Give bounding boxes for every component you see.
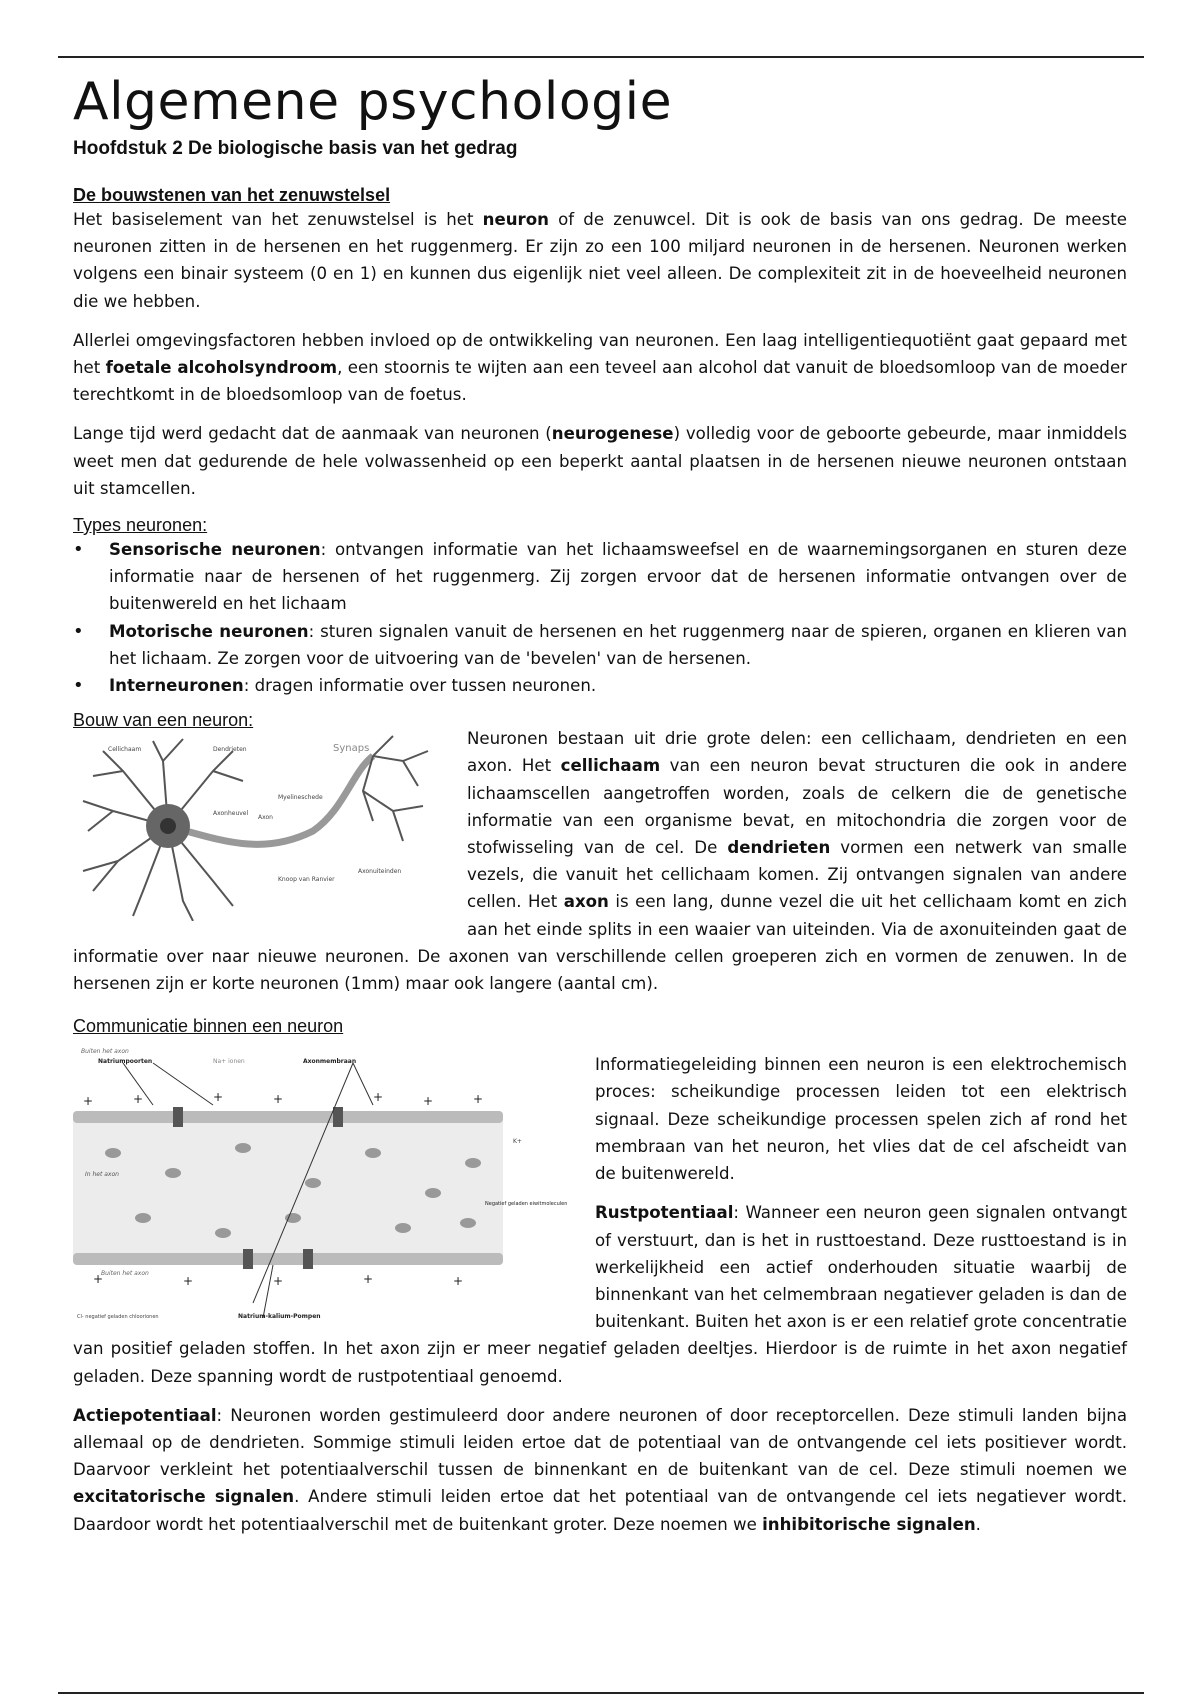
svg-text:+: + <box>473 1092 484 1107</box>
svg-text:+: + <box>83 1094 94 1109</box>
list-item-motorisch: • Motorische neuronen: sturen signalen vanuit de hersenen en het ruggenmerg naar de spieren, organen en klieren van het lichaam. Ze zorgen voor de uitvoering van de 'bevelen' van de hersenen. <box>73 618 1127 672</box>
label-cellichaam: Cellichaam <box>108 746 142 754</box>
neuron-figure <box>73 709 453 921</box>
paragraph-omgevingsfactoren: Allerlei omgevingsfactoren hebben invloed op de ontwikkeling van neuronen. Een laag intelligentiequotiënt gaat gepaard met het foetale alcoholsyndroom, een stoornis te wijten aan een teveel aan alcohol dat vanuit de bloedsomloop van de moeder terechtkomt in de bloedsomloop van de foetus. <box>73 330 1127 405</box>
svg-text:+: + <box>93 1272 104 1287</box>
label-na-ionen: Na+ ionen <box>213 1058 245 1066</box>
label-dendrieten: Dendrieten <box>213 746 247 754</box>
svg-text:+: + <box>273 1092 284 1107</box>
section-heading-bouw: Bouw van een neuron: <box>73 710 254 731</box>
chapter-subtitle: Hoofdstuk 2 De biologische basis van het gedrag <box>73 138 518 159</box>
label-k-plus: K+ <box>513 1138 522 1146</box>
label-in-het-axon: In het axon <box>85 1171 119 1179</box>
types-list <box>73 536 1127 699</box>
list-item-interneuronen: • Interneuronen: dragen informatie over tussen neuronen. <box>73 672 1127 699</box>
label-knoop-van-ranvier: Knoop van Ranvier <box>278 876 335 884</box>
label-axonuiteinden: Axonuiteinden <box>358 868 402 876</box>
svg-text:+: + <box>363 1272 374 1287</box>
label-natriumpoorten: Natriumpoorten <box>98 1058 153 1066</box>
paragraph-bouw-neuron: Neuronen bestaan uit drie grote delen: een cellichaam, dendrieten en een axon. Het cellichaam van een neuron bevat structuren die ook in andere lichaamscellen aangetroffen worden, zoals de celkern die de genetische informatie van een organisme bevat, en mitochondria die zorgen voor de stofwisseling van de cel. De dendrieten vormen een netwerk van smalle vezels, die vanuit het cellichaam komen. Zij ontvangen signalen van andere cellen. Het axon is een lang, dunne vezel die uit het cellichaam komt en zich aan het einde splits in een waaier van uiteinden. Via de axonuiteinden gaat de informatie over naar nieuwe neuronen. De axonen van verschillende cellen groeperen zich en vormen de zenuwen. In de hersenen zijn er korte neuronen (1mm) maar ook langere (aantal cm). <box>73 729 1128 994</box>
page-title: Algemene psychologie <box>73 72 673 132</box>
label-buiten-axon-2: Buiten het axon <box>101 1270 149 1278</box>
label-axonheuvel: Axonheuvel <box>213 810 249 818</box>
label-myelineschede: Myelineschede <box>278 794 323 802</box>
axon-membrane-diagram <box>73 1043 581 1333</box>
paragraph-neurogenese: Lange tijd werd gedacht dat de aanmaak van neuronen (neurogenese) volledig voor de geboorte gebeurde, maar inmiddels weet men dat gedurende de hele volwassenheid op een beperkt aantal plaatsen in de hersenen nieuwe neuronen ontstaan uit stamcellen. <box>73 424 1127 498</box>
label-negatief-eiwit: Negatief geladen eiwitmoleculen <box>485 1201 568 1208</box>
svg-text:+: + <box>133 1092 144 1107</box>
section-heading-types: Types neuronen: <box>73 515 208 536</box>
svg-text:+: + <box>373 1090 384 1105</box>
axon-membrane-figure <box>73 1043 581 1333</box>
svg-text:+: + <box>423 1094 434 1109</box>
label-synaps: Synaps <box>333 743 370 755</box>
bottom-rule <box>58 1692 1144 1694</box>
svg-text:+: + <box>213 1090 224 1105</box>
document-page <box>73 72 1127 1550</box>
paragraph-informatiegeleiding: Informatiegeleiding binnen een neuron is een elektrochemisch proces: scheikundige processen leiden tot een elektrisch signaal. Deze scheikundige processen spelen zich af rond het membraan van het neuron, het vlies dat de cel afscheidt van de buitenwereld. <box>595 1055 1127 1184</box>
label-axonmembraan: Axonmembraan <box>303 1058 357 1066</box>
paragraph-actiepotentiaal: Actiepotentiaal: Neuronen worden gestimuleerd door andere neuronen of door receptorcellen. Deze stimuli landen bijna allemaal op de dendrieten. Sommige stimuli leiden ertoe dat de potentiaal van de ontvangende cel iets positiever wordt. Daarvoor verkleint het potentiaalverschil tussen de binnenkant en de buitenkant van de cel. Deze stimuli noemen we excitatorische signalen. Andere stimuli leiden ertoe dat het potentiaal van de ontvangende cel iets negatiever wordt. Daardoor wordt het potentiaalverschil met de buitenkant groter. Deze noemen we inhibitorische signalen. <box>73 1405 1127 1534</box>
label-axon: Axon <box>258 814 273 822</box>
svg-text:+: + <box>183 1274 194 1289</box>
section-heading-bouwstenen: De bouwstenen van het zenuwstelsel <box>73 185 391 205</box>
svg-text:+: + <box>453 1274 464 1289</box>
label-natrium-kalium-pompen: Natrium-kalium-Pompen <box>238 1313 321 1321</box>
svg-text:+: + <box>273 1274 284 1289</box>
section-heading-communicatie: Communicatie binnen een neuron <box>73 1016 344 1037</box>
list-item-sensorisch: • Sensorische neuronen: ontvangen informatie van het lichaamsweefsel en de waarnemingsorganen en sturen deze informatie naar de hersenen of het ruggenmerg. Zij zorgen ervoor dat de hersenen informatie ontvangen over de buitenwereld en het lichaam <box>73 536 1127 618</box>
label-cl-ionen: Cl- negatief geladen chloorionen <box>77 1314 159 1321</box>
paragraph-rustpotentiaal: Rustpotentiaal: Wanneer een neuron geen signalen ontvangt of verstuurt, dan is het in rusttoestand. Deze rusttoestand is in werkelijkheid een actief onderhouden situatie waarbij de binnenkant van het celmembraan negatiever geladen is dan de buitenkant. Buiten het axon is er een relatief grote concentratie van positief geladen stoffen. In het axon zijn er meer negatief geladen deeltjes. Hierdoor is de ruimte in het axon negatief geladen. Deze spanning wordt de rustpotentiaal genoemd. <box>73 1203 1127 1386</box>
top-rule <box>58 56 1144 58</box>
paragraph-neuron-intro: Het basiselement van het zenuwstelsel is het neuron of de zenuwcel. Dit is ook de basis van ons gedrag. De meeste neuronen zitten in de hersenen en het ruggenmerg. Er zijn zo een 100 miljard neuronen in de hersenen. Neuronen werken volgens een binair systeem (0 en 1) en kunnen dus eigenlijk niet veel alleen. De complexiteit zit in de hoeveelheid neuronen die we hebben. <box>73 210 1127 311</box>
label-buiten-axon: Buiten het axon <box>81 1048 129 1056</box>
neuron-diagram <box>73 731 453 921</box>
